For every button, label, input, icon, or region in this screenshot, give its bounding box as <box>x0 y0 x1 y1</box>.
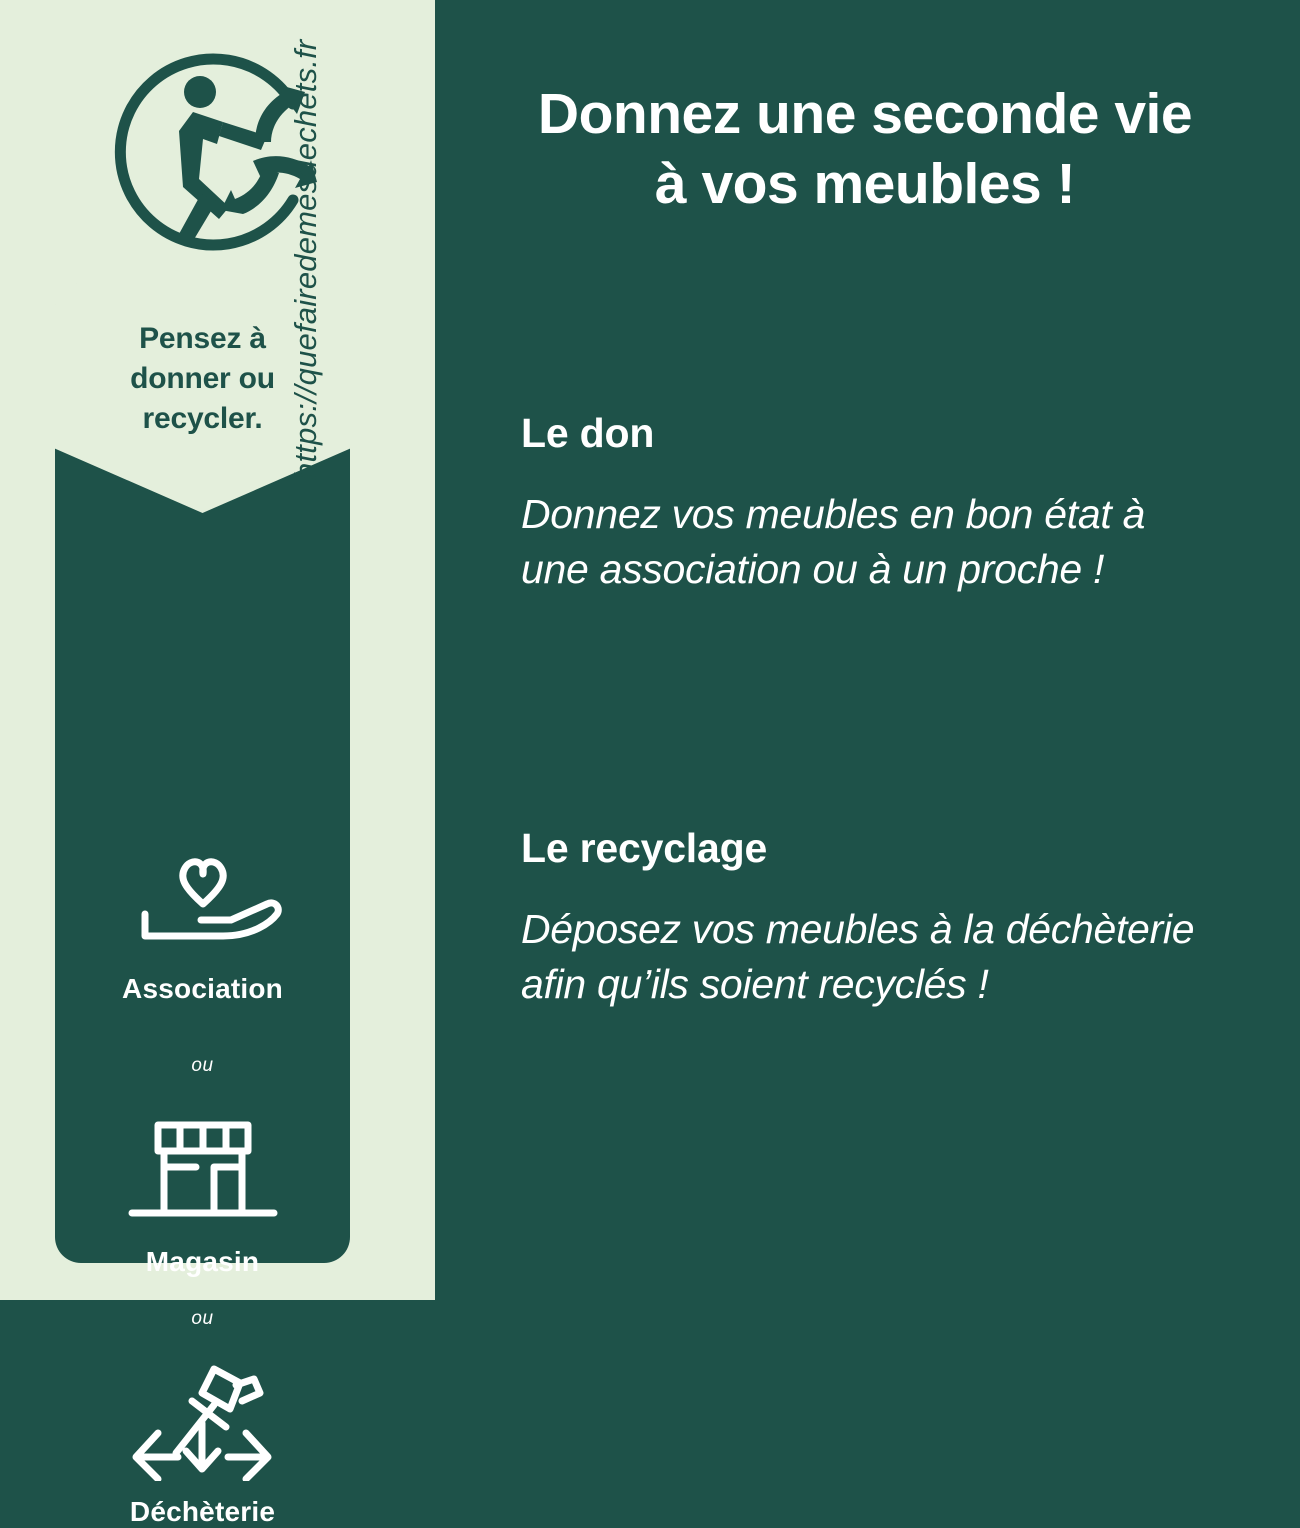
shop-icon <box>55 1111 350 1236</box>
heart-in-hand-icon <box>55 848 350 963</box>
page-title <box>455 80 1275 219</box>
waste-collection-center-icon <box>55 1361 350 1486</box>
step-label-association: Association <box>122 973 283 1004</box>
right-panel <box>435 0 1300 1300</box>
separator-ou-2: ou <box>191 1308 214 1329</box>
ribbon-heading-line-3: recycler. <box>142 401 263 435</box>
website-url[interactable]: https://quefairedemesdechets.fr <box>288 39 323 480</box>
section-recyclage-body: Déposez vos meubles à la déchèterie afin qu’ils soient recyclés ! <box>521 906 1195 1008</box>
section-don-body: Donnez vos meubles en bon état à une association ou à un proche ! <box>521 491 1146 593</box>
step-decheterie <box>55 1361 350 1528</box>
page-title-line-1: Donnez une seconde vie <box>537 82 1193 146</box>
ribbon-heading-line-1: Pensez à <box>139 322 266 355</box>
ribbon-heading-line-2: donner ou <box>130 361 275 395</box>
section-recyclage-heading: Le recyclage <box>521 825 768 871</box>
step-label-magasin: Magasin <box>145 1246 260 1277</box>
section-recyclage <box>521 825 1221 1013</box>
section-don <box>521 410 1221 598</box>
step-magasin <box>55 1111 350 1278</box>
separator-ou-1: ou <box>191 1055 214 1076</box>
page-title-line-2: à vos meubles ! <box>654 151 1076 216</box>
step-association <box>55 848 350 1005</box>
left-panel <box>0 0 435 1527</box>
step-label-decheterie: Déchèterie <box>129 1496 276 1527</box>
section-don-heading: Le don <box>521 410 655 456</box>
